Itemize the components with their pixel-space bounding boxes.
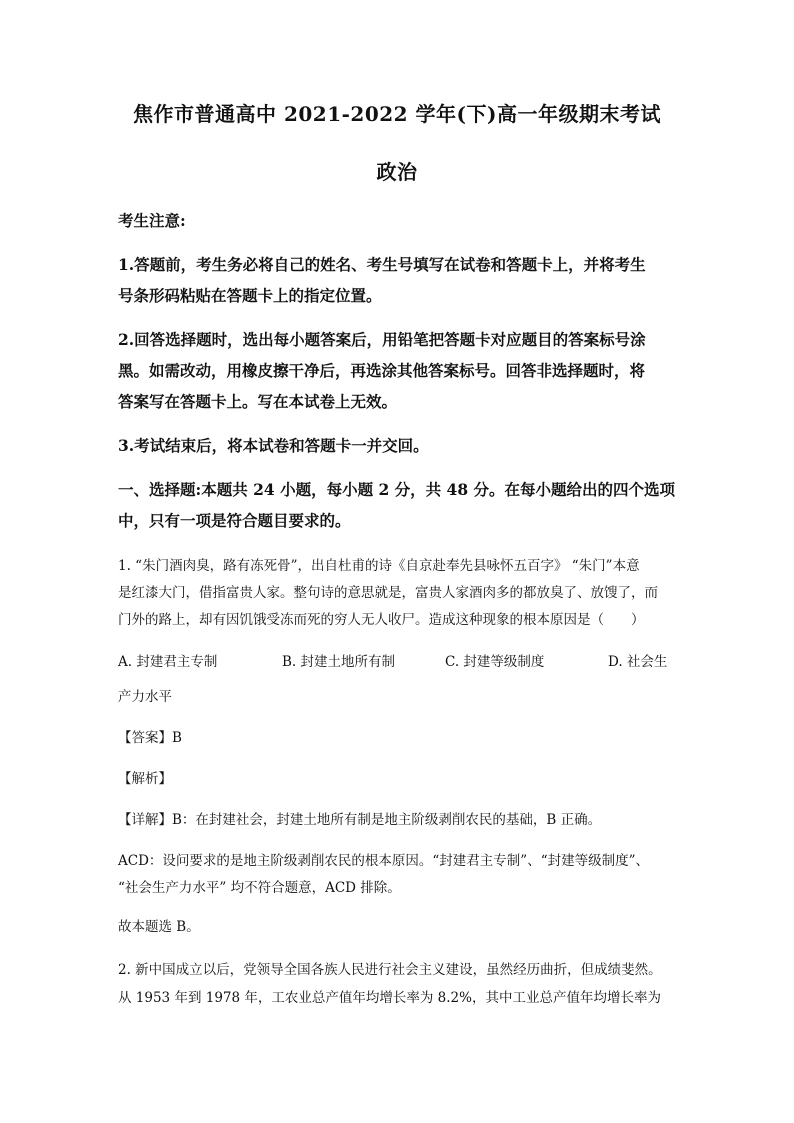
q2-stem-line-2: 从 1953 年到 1978 年，工农业总产值年均增长率为 8.2%，其中工业总产值年均增长率为 bbox=[118, 990, 661, 1006]
exam-title: 焦作市普通高中 2021-2022 学年(下)高一年级期末考试 bbox=[133, 102, 661, 126]
q1-stem-line-3: 门外的路上，却有因饥饿受冻而死的穷人无人收尸。造成这种现象的根本原因是（ ） bbox=[118, 612, 645, 628]
notice-item-3: 3.考试结束后，将本试卷和答题卡一并交回。 bbox=[118, 436, 429, 455]
notice-item-2-line-2: 黑。如需改动，用橡皮擦干净后，再选涂其他答案标号。回答非选择题时，将 bbox=[118, 361, 646, 380]
notice-item-1-line-2: 号条形码粘贴在答题卡上的指定位置。 bbox=[118, 286, 382, 305]
subject-title: 政治 bbox=[376, 160, 418, 184]
q1-option-d-continued: 产力水平 bbox=[118, 689, 172, 705]
q1-answer: 【答案】B bbox=[118, 730, 182, 746]
q1-detail: 【详解】B：在封建社会，封建土地所有制是地主阶级剥削农民的基础，B 正确。 bbox=[118, 812, 602, 828]
section-1-line-1: 一、选择题:本题共 24 小题，每小题 2 分，共 48 分。在每小题给出的四个选项 bbox=[118, 480, 676, 499]
q1-conclusion: 故本题选 B。 bbox=[118, 919, 200, 935]
q2-stem-line-1: 2. 新中国成立以后，党领导全国各族人民进行社会主义建设，虽然经历曲折，但成绩斐然。 bbox=[118, 962, 662, 978]
q1-acd-line-2: “社会生产力水平” 均不符合题意，ACD 排除。 bbox=[118, 880, 401, 896]
q1-option-d: D. 社会生 bbox=[608, 654, 668, 670]
q1-stem-line-2: 是红漆大门，借指富贵人家。整句诗的意思就是，富贵人家酒肉多的都放臭了、放馊了，而 bbox=[118, 585, 658, 601]
notice-item-2-line-1: 2.回答选择题时，选出每小题答案后，用铅笔把答题卡对应题目的答案标号涂 bbox=[118, 330, 646, 349]
q1-option-c: C. 封建等级制度 bbox=[445, 654, 545, 670]
q1-option-b: B. 封建土地所有制 bbox=[282, 654, 396, 670]
q1-option-a: A. 封建君主专制 bbox=[118, 654, 218, 670]
notice-item-2-line-3: 答案写在答题卡上。写在本试卷上无效。 bbox=[118, 392, 398, 411]
notice-heading: 考生注意: bbox=[118, 211, 186, 230]
q1-analysis-label: 【解析】 bbox=[118, 771, 172, 787]
notice-item-1-line-1: 1.答题前，考生务必将自己的姓名、考生号填写在试卷和答题卡上，并将考生 bbox=[118, 255, 646, 274]
q1-acd-line-1: ACD：设问要求的是地主阶级剥削农民的根本原因。“封建君主专制”、“封建等级制度”、 bbox=[118, 853, 650, 869]
q1-stem-line-1: 1. “朱门酒肉臭，路有冻死骨”，出自杜甫的诗《自京赴奉先县咏怀五百字》 “朱门”本意 bbox=[118, 558, 640, 574]
section-1-line-2: 中，只有一项是符合题目要求的。 bbox=[118, 511, 351, 530]
